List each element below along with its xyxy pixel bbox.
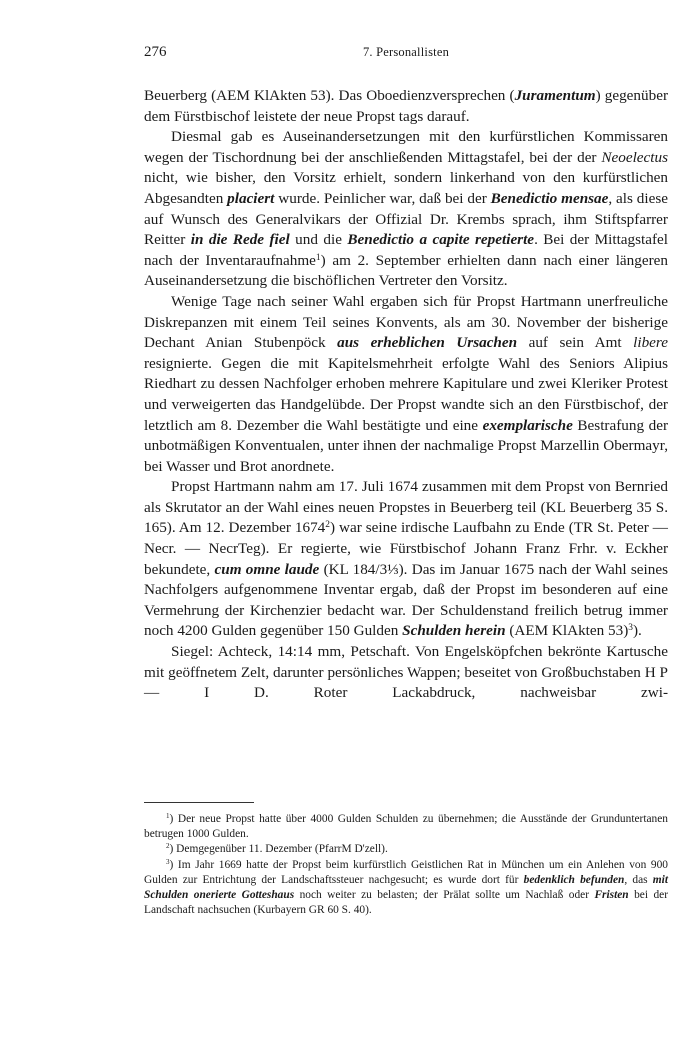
footnote-marker: 1 [166,812,170,821]
text-run: ) Demgegenüber 11. Dezember (PfarrM D'zell). [169,843,388,856]
text-run: und die [289,231,348,249]
text-run: Propst Hartmann nahm am 17. Juli 1674 zusammen mit dem Propst von Bernried als Skrutator an der Wahl eines neuen Propstes in Beuerberg teil (KL Beuerberg 35 S. 165). Am 12. Dezember 1674 [144,478,668,537]
text-run: ). [632,622,642,640]
text-run: (AEM KlAkten 53) [505,622,629,640]
text-run: Diesmal gab es Auseinandersetzungen mit den kurfürstlichen Kommissaren wegen der Tischordnung bei der anschließenden Mittagstafel, bei der der [144,128,668,166]
text-run: , das [624,873,653,886]
text-run: bei der Landschaft nachsuchen (Kurbayern GR 60 S. 40). [144,889,668,917]
text-run: auf sein Amt [517,334,634,352]
emphasized-text: placiert [227,189,275,207]
emphasized-text: bedenklich befunden [523,873,625,886]
footnotes [144,812,668,918]
footnote-marker: 3 [628,623,633,634]
text-run: noch weiter zu belasten; der Prälat sollte um Nachlaß oder [294,889,595,902]
footnote-divider [144,802,254,803]
emphasized-text: Fristen [594,889,629,902]
text-run: ) Der neue Propst hatte über 4000 Gulden Schulden zu übernehmen; die Ausstände der Grunduntertanen betrugen 1000 Gulden. [144,813,668,841]
footnote-2 [144,842,668,857]
paragraph-3 [144,292,668,477]
emphasized-text: Schulden herein [402,622,506,640]
emphasized-text: Neoelectus [601,148,668,166]
emphasized-text: cum omne laude [214,560,320,578]
emphasized-text: Juramentum [514,87,596,104]
paragraph-2 [144,127,668,292]
text-run: resignierte. Gegen die mit Kapitelsmehrheit erfolgte Wahl des Seniors Alipius Riedhart zu dessen Nachfolger erhoben mehrere Kapitulare und zwei Kleriker Protest und verweigerten das Handgelübde. Der Propst wandte sich an den Fürstbischof, der letztlich am 8. Dezember die Wahl bestätigte und eine [144,354,668,434]
text-run: ) war seine irdische Laufbahn zu Ende (TR St. Peter — Necr. — NecrTeg). Er regierte, wie Fürstbischof Johann Franz Frhr. v. Eckher bekundete, [144,519,668,578]
text-run: Wenige Tage nach seiner Wahl ergaben sich für Propst Hartmann unerfreuliche Diskrepanzen mit einem Teil seines Konvents, als am 30. November der bisherige Dechant Anian Stubenpöck [144,292,668,352]
footnote-marker: 2 [325,520,330,531]
page-number: 276 [144,44,167,60]
footnote-1 [144,812,668,842]
text-run: Bestrafung der unbotmäßigen Konventualen, unter ihnen der nachmalige Propst Marzellin Obermayr, bei Wasser und Brot anordnete. [144,416,669,475]
text-run: (KL 184/3⅓). Das im Januar 1675 nach der Wahl seines Nachfolgers aufgenommene Inventar ergab, daß der Propst im besonderen auf eine Vermehrung der Kirchenzier bedacht war. Der Schuldenstand freilich betrug immer noch 4200 Gulden gegenüber 150 Gulden [144,560,668,640]
emphasized-text: aus erheblichen Ursachen [337,334,518,352]
paragraph-4 [144,477,668,642]
text-run: ) gegenüber dem Fürstbischof leistete der neue Propst tags darauf. [144,87,669,125]
emphasized-text: in die Rede fiel [190,231,290,249]
text-run: ) Im Jahr 1669 hatte der Propst beim kurfürstlich Geistlichen Rat in München um ein Anlehen von 900 Gulden zur Entrichtung der Landschaftssteuer nachgesucht; es wurde dort für [144,858,668,886]
footnote-3 [144,858,668,919]
text-run: Beuerberg (AEM KlAkten 53). Das Oboedienzversprechen ( [144,87,515,104]
footnote-marker: 1 [315,252,321,263]
footnote-marker: 3 [166,857,170,866]
text-run: nicht, wie bisher, den Vorsitz erhielt, sondern linkerhand von den kurfürstlichen Abgesandten [144,169,668,207]
text-run: Siegel: Achteck, 14:14 mm, Petschaft. Von Engelsköpfchen bekrönte Kartusche mit geöffnetem Zelt, darunter persönliches Wappen; beseitet von Großbuchstaben H P — I D. Roter Lackabdruck, nachweisbar zwi- [144,643,668,702]
paragraph-5 [144,642,668,704]
text-run: . Bei der Mittagstafel nach der Inventaraufnahme [144,231,669,269]
text-run: wurde. Peinlicher war, daß bei der [274,189,491,207]
footnote-marker: 2 [166,842,170,851]
running-head: 7. Personallisten [362,45,450,59]
body-text [144,86,668,704]
page-header [144,44,668,66]
emphasized-text: mit Schulden onerierte Gotteshaus [144,873,668,902]
paragraph-1 [144,86,668,127]
emphasized-text: libere [633,334,668,352]
text-run: ) am 2. September erhielten dann nach einer längeren Auseinandersetzung die bischöflichen Vertreter den Vorsitz. [144,251,668,290]
text-run: , als diese auf Wunsch des Generalvikars der Offizial Dr. Krembs sprach, ihm Stiftspfarrer Reitter [144,189,668,249]
emphasized-text: Benedictio mensae [490,189,609,207]
emphasized-text: exemplarische [482,416,573,434]
emphasized-text: Benedictio a capite repetierte [347,231,535,249]
